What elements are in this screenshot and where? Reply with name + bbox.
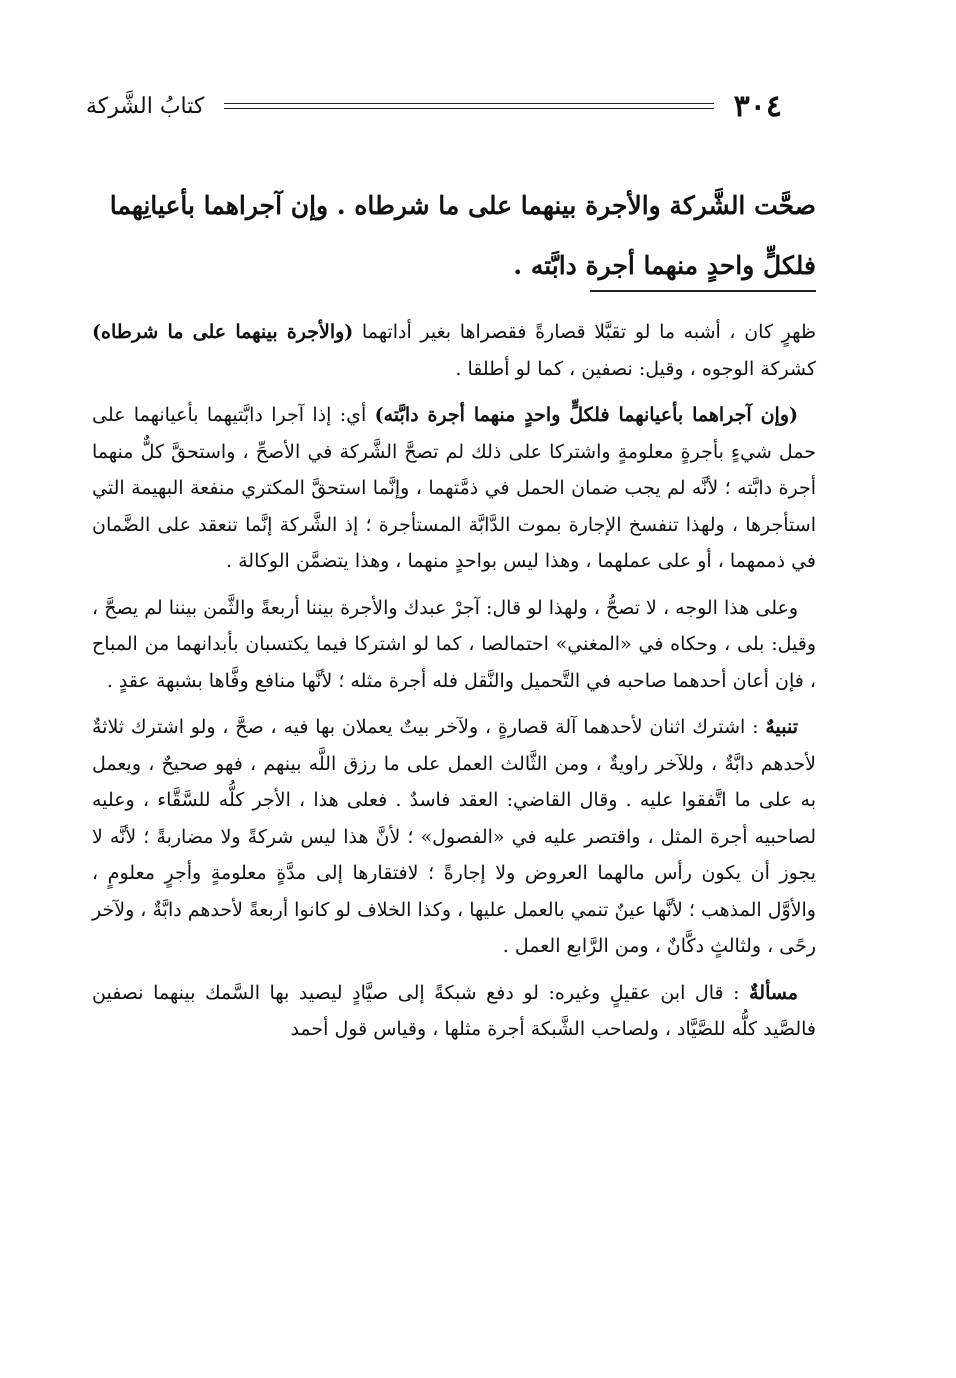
commentary-paragraph: وعلى هذا الوجه ، لا تصحُّ ، ولهذا لو قال: آجرْ عبدك والأجرة بيننا أربعةً والثَّمن بيننا لم يصحَّ ، وقيل: بلى ، وحكاه في «المغني» احتمالصا ، كما لو اشتركا فيما يكتسبان بأبدانهما من المباح ، فإن أعان أحدهما صاحبه في التَّحميل والنَّقل فله أجرة مثله ؛ لأنَّها منافع وفَّاها بشبهة عقدٍ . [92, 596, 816, 692]
page-number: ٣٠٤ [733, 88, 782, 124]
main-text-line: صحَّت الشَّركة والأجرة بينهما على ما شرطاه . وإن آجراهما بأعيانِهما [109, 191, 816, 220]
note-heading: تنبيهٌ [765, 716, 798, 738]
issue-heading: مسألةٌ [749, 981, 798, 1004]
paragraph-text: : قال ابن عقيلٍ وغيره: لو دفع شبكةً إلى صيَّادٍ ليصيد بها السَّمك بينهما نصفين فالصَّيد كلُّه للصَّيَّاد ، ولصاحب الشَّبكة أجرة مثلها ، وقياس قول أحمد [92, 981, 816, 1040]
header-rule [224, 103, 713, 109]
paragraph-text: كشركة الوجوه ، وقيل: نصفين ، كما لو أطلقا . [455, 357, 816, 380]
page-header [86, 84, 782, 128]
commentary-paragraph [92, 397, 816, 580]
commentary-paragraph [92, 314, 816, 387]
running-title: كتابُ الشَّركة [86, 93, 205, 119]
commentary [92, 314, 816, 1058]
main-text-line: فلكلٍّ واحدٍ منهما أجرة دابَّته . [513, 251, 816, 280]
separator-rule [590, 290, 816, 292]
quoted-matn: (والأجرة بينهما على ما شرطاه) [92, 321, 354, 343]
paragraph-text: : اشترك اثنان لأحدهما آلة قصارةٍ ، ولآخر بيتٌ يعملان بها فيه ، صحَّ ، ولو اشترك ثلاثةٌ لأحدهم دابَّةٌ ، وللآخر راويةٌ ، ومن الثَّالث العمل على ما رزق اللَّه بينهم ، فهو صحيحٌ ، ويعمل به على ما اتَّفقوا عليه . وقال القاضي: العقد فاسدٌ . فعلى هذا ، الأجر كلُّه للسَّقَّاء ، وعليه لصاحبيه أجرة المثل ، واقتصر عليه في «الفصول» ؛ لأنَّ هذا ليس شركةً ولا مضاربةً ؛ لأنَّه لا يجوز أن يكون رأس مالهما العروض ولا إجارةً ؛ لافتقارها إلى مدَّةٍ معلومةٍ وأجرٍ معلومٍ ، والأوَّل المذهب ؛ لأنَّها عينٌ تنمي بالعمل عليها ، وكذا الخلاف لو كانوا أربعةً لأحدهم دابَّةٌ ، ولآخر رحًى ، ولثالثٍ دكَّانٌ ، ومن الرَّابع العمل . [92, 716, 816, 957]
paragraph-text: ظهرٍ كان ، أشبه ما لو تقبَّلا قصارةً فقصراها بغير أداتهما [353, 321, 816, 343]
commentary-paragraph [92, 975, 816, 1048]
main-text [92, 176, 816, 296]
commentary-paragraph [92, 709, 816, 965]
quoted-matn: (وإن آجراهما بأعيانهما فلكلٍّ واحدٍ منهما أجرة دابَّته) [374, 404, 798, 426]
paragraph-text: أي: إذا آجرا دابَّتيهما بأعيانهما على حمل شيءٍ بأجرةٍ معلومةٍ واشتركا على ذلك لم تصحَّ الشَّركة في الأصحِّ ، واستحقَّ كلٌّ منهما أجرة دابَّته ؛ لأنَّه لم يجب ضمان الحمل في ذمَّتهما ، وإنَّما استحقَّ المكتري منفعة البهيمة التي استأجرها ، ولهذا تنفسخ الإجارة بموت الدَّابَّة المستأجرة ؛ إذ الشَّركة إنَّما تنعقد على الضَّمان في ذممهما ، أو على عملهما ، وهذا ليس بواحدٍ منهما ، وهذا يتضمَّن الوكالة . [92, 404, 816, 572]
